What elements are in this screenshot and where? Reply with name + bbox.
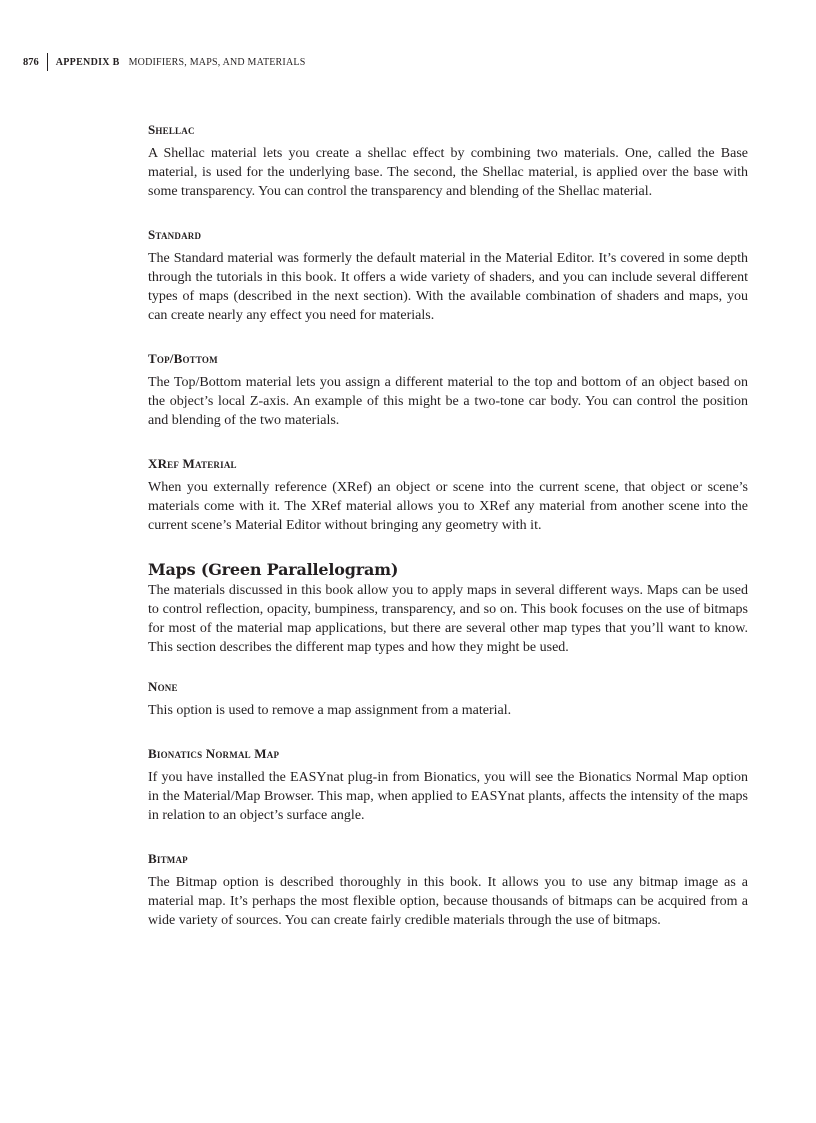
section-body: If you have installed the EASYnat plug-in from Bionatics, you will see the Bionatics Normal Map option in the Material/Map Browser. This map, when applied to EASYnat plants, affects the intensity of the maps in relation to an object’s surface angle.	[148, 770, 748, 823]
section-body: This option is used to remove a map assignment from a material.	[148, 703, 512, 718]
section-heading: Standard	[148, 227, 202, 242]
maps-intro: The materials discussed in this book allow you to apply maps in several different ways. Maps can be used to control reflection, opacity, bumpiness, transparency, and so on. This book focuses on the use of bitmaps for most of the material map applications, but there are several other map types that you’ll want to know. This section describes the different map types and how they might be used.	[148, 583, 748, 655]
section-heading: Bionatics Normal Map	[148, 746, 280, 761]
section-bionatics-normal-map	[148, 745, 748, 825]
appendix-title: MODIFIERS, MAPS, AND MATERIALS	[128, 56, 306, 68]
section-heading: None	[148, 679, 178, 694]
section-body: A Shellac material lets you create a shellac effect by combining two materials. One, called the Base material, is used for the underlying base. The second, the Shellac material, is applied over the base with some transparency. You can control the transparency and blending of the Shellac material.	[148, 146, 748, 199]
section-bitmap	[148, 850, 748, 930]
section-xref-material	[148, 455, 748, 535]
section-top-bottom	[148, 350, 748, 430]
section-heading: Bitmap	[148, 851, 188, 866]
section-body: The Standard material was formerly the default material in the Material Editor. It’s covered in some depth through the tutorials in this book. It offers a wide variety of shaders, and you can include several different types of maps (described in the next section). With the available combination of shaders and maps, you can create nearly any effect you need for materials.	[148, 251, 748, 323]
section-body: The Top/Bottom material lets you assign a different material to the top and bottom of an object based on the object’s local Z-axis. An example of this might be a two-tone car body. You can control the position and blending of the two materials.	[148, 375, 748, 428]
maps-heading: Maps (Green Parallelogram)	[148, 560, 399, 579]
running-header	[23, 53, 305, 71]
section-heading: XRef Material	[148, 456, 237, 471]
appendix-label: APPENDIX B	[55, 56, 120, 68]
page-content	[148, 121, 748, 955]
section-heading: Top/Bottom	[148, 351, 218, 366]
section-body: The Bitmap option is described thoroughly in this book. It allows you to use any bitmap image as a material map. It’s perhaps the most flexible option, because thousands of bitmaps can be acquired from a wide variety of sources. You can create fairly credible materials through the use of bitmaps.	[148, 875, 748, 928]
section-heading: Shellac	[148, 122, 195, 137]
section-shellac	[148, 121, 748, 201]
section-standard	[148, 226, 748, 325]
section-none	[148, 678, 748, 720]
page-number: 876	[23, 56, 39, 68]
header-divider	[47, 53, 48, 71]
section-body: When you externally reference (XRef) an object or scene into the current scene, that object or scene’s materials come with it. The XRef material allows you to XRef any material from another scene into the current scene’s Material Editor without bringing any geometry with it.	[148, 480, 748, 533]
